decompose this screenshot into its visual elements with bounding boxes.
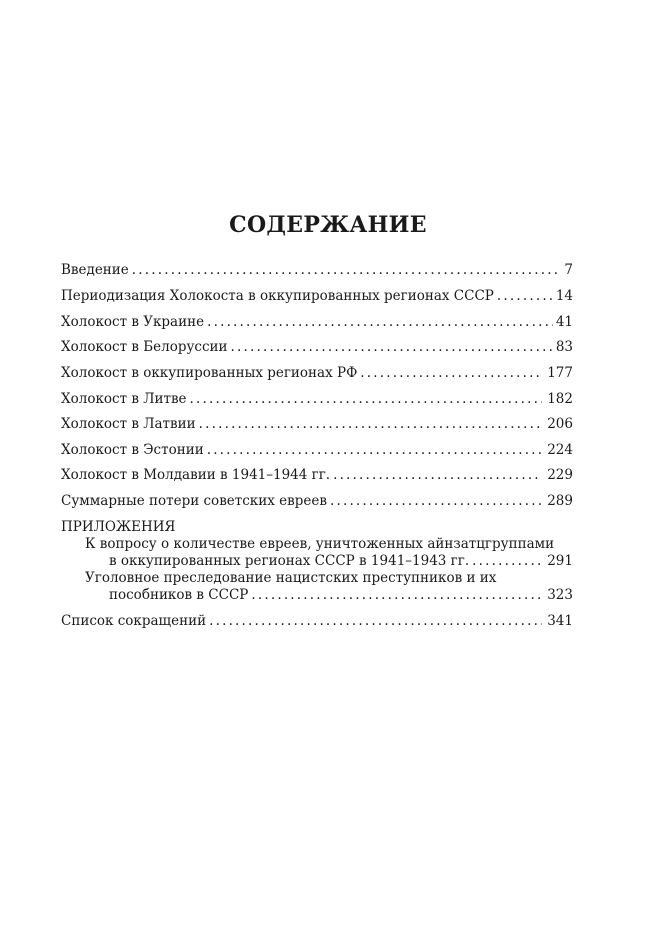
- appendix-item[interactable]: [109, 587, 573, 604]
- toc-entry-page: 341: [547, 613, 573, 629]
- appendix-item-title: пособников в СССР: [109, 587, 251, 604]
- toc-entry[interactable]: [61, 391, 573, 408]
- toc-entry-title: Холокост в Молдавии в 1941–1944 гг.: [61, 467, 333, 484]
- dot-leader: [209, 613, 542, 630]
- toc-entry[interactable]: [61, 288, 573, 305]
- dot-leader: [207, 314, 553, 331]
- dot-leader: [251, 587, 542, 604]
- toc-entry-page: 289: [547, 493, 573, 509]
- toc-entry[interactable]: [61, 493, 573, 510]
- toc-entry-page: 41: [555, 314, 573, 330]
- toc-entry-title: Суммарные потери советских евреев: [61, 493, 330, 510]
- toc-entry-page: 206: [547, 416, 573, 432]
- appendix-item[interactable]: [109, 553, 573, 570]
- toc-entry[interactable]: [61, 365, 573, 382]
- page-title: СОДЕРЖАНИЕ: [229, 212, 427, 238]
- toc-entry-page: 229: [547, 467, 573, 483]
- toc-entry-title: Холокост в Украине: [61, 314, 207, 331]
- appendix-item-page: 323: [547, 587, 573, 603]
- dot-leader: [333, 467, 542, 484]
- toc-entry-page: 83: [555, 339, 573, 355]
- dot-leader: [207, 442, 542, 459]
- toc-entry-title: Холокост в Латвии: [61, 416, 199, 433]
- appendix-heading: ПРИЛОЖЕНИЯ: [61, 519, 176, 535]
- toc-entry-page: 7: [564, 262, 573, 278]
- dot-leader: [360, 365, 542, 382]
- toc-entry[interactable]: [61, 416, 573, 433]
- toc-entry[interactable]: [61, 613, 573, 630]
- dot-leader: [190, 391, 542, 408]
- toc-entry-page: 14: [555, 288, 573, 304]
- appendix-item-title: в оккупированных регионах СССР в 1941–1943 гг.: [109, 553, 472, 570]
- toc-entry-title: Введение: [61, 262, 132, 279]
- toc-entry-title: Холокост в оккупированных регионах РФ: [61, 365, 360, 382]
- toc-entry-title: Список сокращений: [61, 613, 209, 630]
- dot-leader: [132, 262, 562, 279]
- dot-leader: [231, 339, 553, 356]
- toc-entry-title: Холокост в Литве: [61, 391, 190, 408]
- appendix-item-line[interactable]: Уголовное преследование нацистских преступников и их: [85, 570, 497, 586]
- toc-entry[interactable]: [61, 314, 573, 331]
- dot-leader: [497, 288, 553, 305]
- dot-leader: [472, 553, 542, 570]
- appendix-item-line[interactable]: К вопросу о количестве евреев, уничтоженных айнзатцгруппами: [85, 536, 555, 552]
- dot-leader: [199, 416, 542, 433]
- toc-entry[interactable]: [61, 262, 573, 279]
- toc-entry[interactable]: [61, 339, 573, 356]
- toc-entry-title: Периодизация Холокоста в оккупированных регионах СССР: [61, 288, 497, 305]
- toc-entry-page: 224: [547, 442, 573, 458]
- toc-entry[interactable]: [61, 442, 573, 459]
- toc-entry-title: Холокост в Белоруссии: [61, 339, 231, 356]
- appendix-item-page: 291: [547, 553, 573, 569]
- toc-entry-title: Холокост в Эстонии: [61, 442, 207, 459]
- toc-entry-page: 182: [547, 391, 573, 407]
- toc-entry-page: 177: [547, 365, 573, 381]
- dot-leader: [330, 493, 542, 510]
- toc-entry[interactable]: [61, 467, 573, 484]
